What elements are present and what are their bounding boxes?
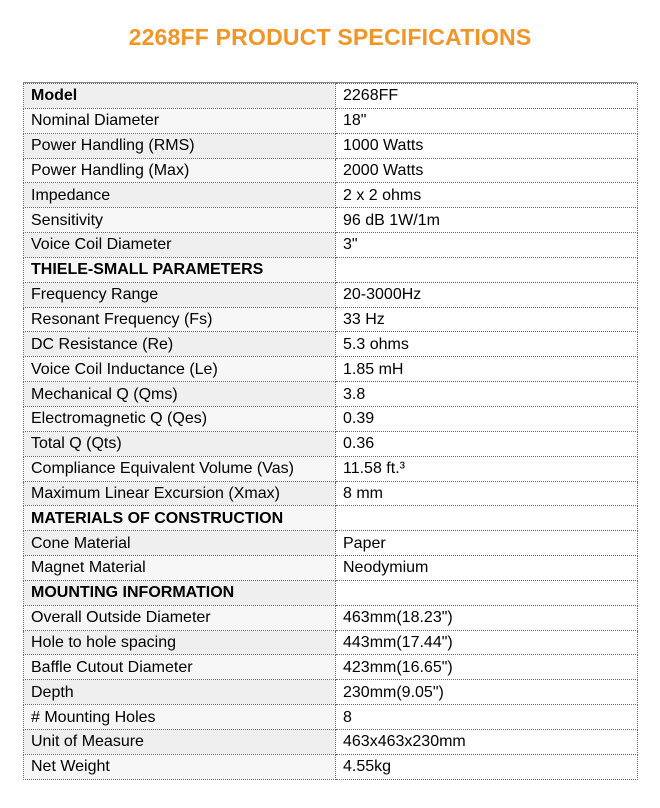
spec-row — [24, 680, 638, 705]
spec-label: Cone Material — [24, 531, 336, 556]
spec-value: 0.36 — [336, 431, 638, 456]
spec-value: 3.8 — [336, 382, 638, 407]
spec-label: Compliance Equivalent Volume (Vas) — [24, 456, 336, 481]
spec-row — [24, 208, 638, 233]
spec-label: Unit of Measure — [24, 729, 336, 754]
spec-label: Power Handling (RMS) — [24, 133, 336, 158]
spec-row — [24, 705, 638, 730]
spec-row — [24, 556, 638, 581]
spec-label: Overall Outside Diameter — [24, 605, 336, 630]
spec-label: Maximum Linear Excursion (Xmax) — [24, 481, 336, 506]
spec-row — [24, 133, 638, 158]
section-header-row — [24, 580, 638, 605]
spec-label: Baffle Cutout Diameter — [24, 655, 336, 680]
spec-table-body — [24, 84, 638, 780]
section-header-value — [336, 506, 638, 531]
spec-row — [24, 233, 638, 258]
spec-value: 5.3 ohms — [336, 332, 638, 357]
spec-row — [24, 357, 638, 382]
spec-value: 0.39 — [336, 406, 638, 431]
spec-value: 1000 Watts — [336, 133, 638, 158]
spec-value: Neodymium — [336, 556, 638, 581]
spec-row — [24, 431, 638, 456]
spec-label: Impedance — [24, 183, 336, 208]
spec-row — [24, 158, 638, 183]
spec-value: 423mm(16.65") — [336, 655, 638, 680]
spec-value: 96 dB 1W/1m — [336, 208, 638, 233]
spec-value: 463x463x230mm — [336, 729, 638, 754]
spec-value: 18" — [336, 108, 638, 133]
page-title: 2268FF PRODUCT SPECIFICATIONS — [128, 24, 532, 50]
spec-label: Power Handling (Max) — [24, 158, 336, 183]
spec-value: 443mm(17.44") — [336, 630, 638, 655]
section-header-label: Model — [24, 84, 336, 109]
spec-label: Electromagnetic Q (Qes) — [24, 406, 336, 431]
spec-label: Total Q (Qts) — [24, 431, 336, 456]
spec-label: Resonant Frequency (Fs) — [24, 307, 336, 332]
spec-row — [24, 754, 638, 779]
spec-label: Voice Coil Diameter — [24, 233, 336, 258]
spec-row — [24, 332, 638, 357]
spec-value: 11.58 ft.³ — [336, 456, 638, 481]
spec-value: 8 mm — [336, 481, 638, 506]
spec-row — [24, 630, 638, 655]
section-header-label: MATERIALS OF CONSTRUCTION — [24, 506, 336, 531]
spec-row — [24, 456, 638, 481]
section-header-value — [336, 580, 638, 605]
spec-value: 20-3000Hz — [336, 282, 638, 307]
spec-value: 2000 Watts — [336, 158, 638, 183]
section-header-value — [336, 257, 638, 282]
spec-label: # Mounting Holes — [24, 705, 336, 730]
spec-row — [24, 307, 638, 332]
spec-value: 230mm(9.05") — [336, 680, 638, 705]
spec-row — [24, 108, 638, 133]
spec-value: 8 — [336, 705, 638, 730]
spec-label: Frequency Range — [24, 282, 336, 307]
section-header-row — [24, 84, 638, 109]
spec-label: Net Weight — [24, 754, 336, 779]
spec-row — [24, 183, 638, 208]
section-header-row — [24, 257, 638, 282]
spec-label: Depth — [24, 680, 336, 705]
spec-label: Hole to hole spacing — [24, 630, 336, 655]
spec-label: Nominal Diameter — [24, 108, 336, 133]
spec-row — [24, 282, 638, 307]
spec-row — [24, 531, 638, 556]
section-header-row — [24, 506, 638, 531]
spec-table — [23, 83, 638, 780]
section-header-value: 2268FF — [336, 84, 638, 109]
spec-label: Sensitivity — [24, 208, 336, 233]
spec-label: Magnet Material — [24, 556, 336, 581]
spec-value: Paper — [336, 531, 638, 556]
spec-row — [24, 481, 638, 506]
section-header-label: THIELE-SMALL PARAMETERS — [24, 257, 336, 282]
spec-row — [24, 605, 638, 630]
spec-row — [24, 729, 638, 754]
spec-label: Mechanical Q (Qms) — [24, 382, 336, 407]
spec-label: Voice Coil Inductance (Le) — [24, 357, 336, 382]
spec-value: 1.85 mH — [336, 357, 638, 382]
spec-value: 463mm(18.23") — [336, 605, 638, 630]
spec-row — [24, 655, 638, 680]
spec-row — [24, 406, 638, 431]
spec-value: 2 x 2 ohms — [336, 183, 638, 208]
spec-value: 33 Hz — [336, 307, 638, 332]
section-header-label: MOUNTING INFORMATION — [24, 580, 336, 605]
spec-label: DC Resistance (Re) — [24, 332, 336, 357]
spec-row — [24, 382, 638, 407]
spec-value: 4.55kg — [336, 754, 638, 779]
spec-value: 3" — [336, 233, 638, 258]
